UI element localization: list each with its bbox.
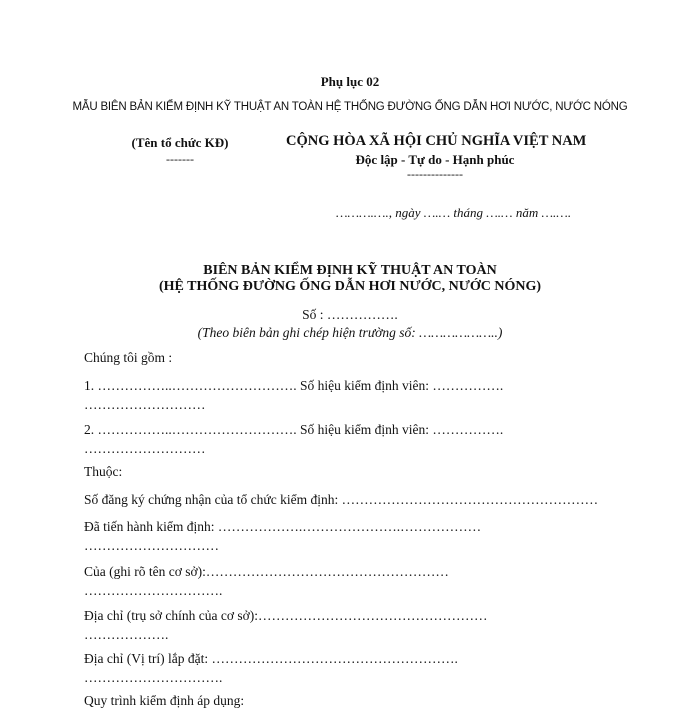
appendix-label: Phụ lục 02 (320, 74, 380, 89)
installation-address-continuation: …………………………. (84, 670, 223, 685)
inspector-1-line: 1. ……………..………………………. Số hiệu kiểm định viên: ……………. (84, 378, 504, 393)
belongs-to-line: Thuộc: (84, 464, 123, 479)
document-number: Số : ……………. (302, 307, 398, 322)
inspector-2-line: 2. ……………..………………………. Số hiệu kiểm định viên: ……………. (84, 422, 504, 437)
organization-name: (Tên tổ chức KĐ) (131, 135, 229, 150)
inspector-2-continuation: ……………………… (84, 441, 206, 456)
certification-registration-line: Số đăng ký chứng nhận của tổ chức kiểm định: ………………………………………………… (84, 492, 599, 507)
field-record-reference: (Theo biên bản ghi chép hiện trường số: ………………..) (197, 325, 503, 340)
headquarters-address-line: Địa chỉ (trụ sở chính của cơ sở):…………………………………………… (84, 608, 488, 623)
installation-address-line: Địa chỉ (Vị trí) lắp đặt: ………………………………………………. (84, 651, 458, 666)
applied-procedure-line: Quy trình kiểm định áp dụng: (84, 693, 245, 708)
members-heading: Chúng tôi gồm : (84, 350, 173, 365)
document-subtitle: (HỆ THỐNG ĐƯỜNG ỐNG DẪN HƠI NƯỚC, NƯỚC NÓNG) (158, 279, 541, 294)
country-name: CỘNG HÒA XÃ HỘI CHỦ NGHĨA VIỆT NAM (286, 133, 587, 149)
place-and-date: ……….…., ngày ….… tháng ….… năm ….…. (336, 205, 572, 220)
facility-name-line: Của (ghi rõ tên cơ sở):……………………………………………… (84, 564, 449, 579)
organization-divider: ------- (166, 152, 194, 166)
motto-divider: -------------- (407, 167, 463, 181)
facility-name-continuation: …………………………. (84, 583, 223, 598)
inspected-equipment-continuation: ………………………… (84, 538, 219, 553)
national-motto: Độc lập - Tự do - Hạnh phúc (355, 152, 515, 167)
document-title: BIÊN BẢN KIỂM ĐỊNH KỸ THUẬT AN TOÀN (203, 263, 497, 278)
inspected-equipment-line: Đã tiến hành kiểm định: ……………….………………….……………… (84, 519, 482, 534)
form-template-title: MẪU BIÊN BẢN KIỂM ĐỊNH KỸ THUẬT AN TOÀN HỆ THỐNG ĐƯỜNG ỐNG DẪN HƠI NƯỚC, NƯỚC NÓNG (72, 101, 628, 113)
headquarters-address-continuation: ………………. (84, 627, 169, 642)
inspector-1-continuation: ……………………… (84, 397, 206, 412)
